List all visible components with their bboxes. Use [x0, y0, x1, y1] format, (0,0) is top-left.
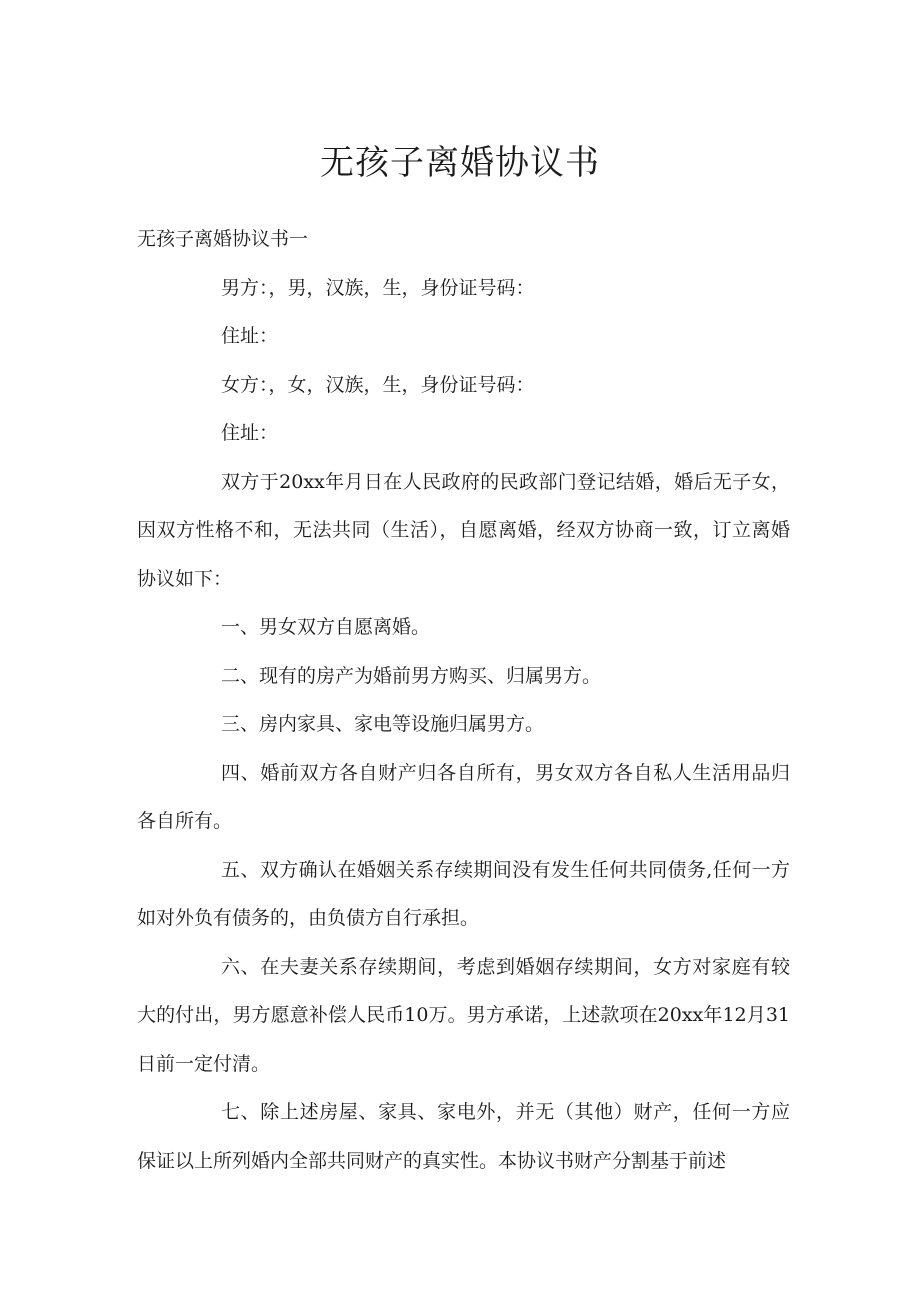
paragraph: 男方：，男，汉族，生，身份证号码： [221, 276, 535, 299]
document-title: 无孩子离婚协议书 [320, 143, 600, 183]
paragraph: 女方：，女，汉族，生，身份证号码： [221, 373, 535, 396]
paragraph: 双方于20xx年月日在人民政府的民政部门登记结婚，婚后无子女，因双方性格不和，无法共同（生活），自愿离婚，经双方协商一致，订立离婚协议如下： [137, 470, 790, 590]
paragraph: 七、除上述房屋、家具、家电外，并无（其他）财产，任何一方应保证以上所列婚内全部共同财产的真实性。本协议书财产分割基于前述 [137, 1101, 790, 1172]
section-heading: 无孩子离婚协议书一 [137, 228, 309, 250]
document-body [137, 215, 790, 1185]
paragraph: 二、现有的房产为婚前男方购买、归属男方。 [221, 664, 602, 687]
paragraph: 住址： [221, 422, 279, 444]
paragraph: 一、男女双方自愿离婚。 [221, 616, 431, 638]
paragraph: 四、婚前双方各自财产归各自所有，男女双方各自私人生活用品归各自所有。 [137, 761, 790, 832]
paragraph: 住址： [221, 325, 279, 347]
paragraph: 六、在夫妻关系存续期间，考虑到婚姻存续期间，女方对家庭有较大的付出，男方愿意补偿人民币10万。男方承诺，上述款项在20xx年12月31日前一定付清。 [137, 955, 790, 1075]
paragraph: 五、双方确认在婚姻关系存续期间没有发生任何共同债务,任何一方如对外负有债务的，由负债方自行承担。 [137, 858, 790, 929]
paragraph: 三、房内家具、家电等设施归属男方。 [221, 713, 545, 735]
